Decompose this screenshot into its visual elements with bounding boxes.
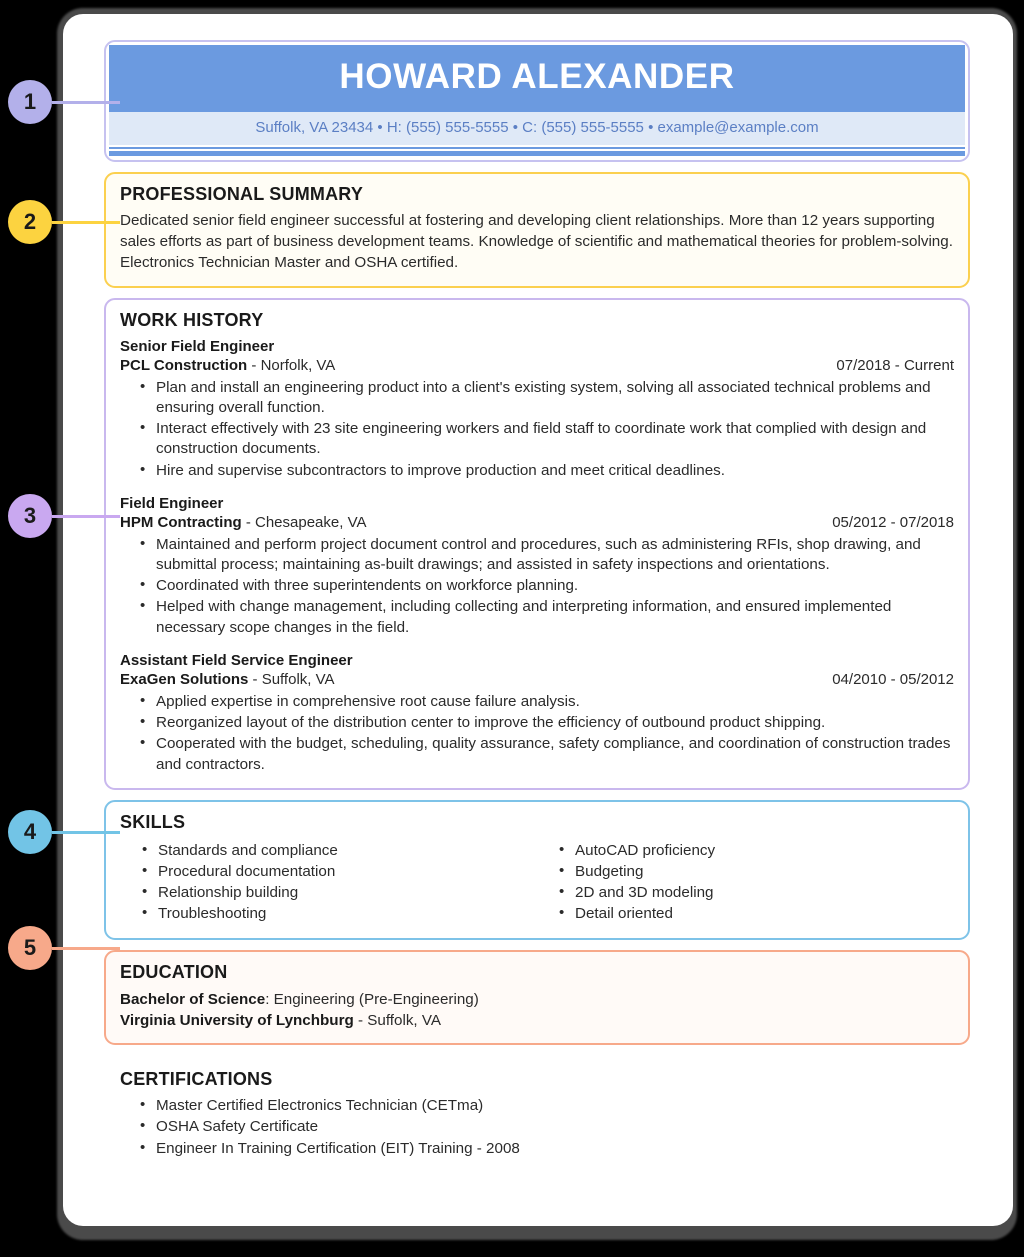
job-bullet: • Applied expertise in comprehensive root cause failure analysis. xyxy=(154,692,954,712)
job-company: ExaGen Solutions xyxy=(120,671,249,689)
job-company: HPM Contracting xyxy=(120,514,242,532)
section-work-history xyxy=(104,298,970,790)
callout-1[interactable] xyxy=(8,80,120,124)
job-employer-line xyxy=(120,670,335,690)
resume-content xyxy=(104,40,970,1172)
skill-item: • AutoCAD proficiency xyxy=(573,841,954,861)
skills-list-left xyxy=(120,841,537,925)
job-title: Senior Field Engineer xyxy=(120,337,275,355)
section-title-work-history: WORK HISTORY xyxy=(120,309,264,330)
job-bullet: • Plan and install an engineering product into a client's existing system, solving all associated technical problems and ensuring overall function. xyxy=(154,378,954,418)
education-degree-detail: : Engineering (Pre-Engineering) xyxy=(265,990,479,1008)
job-location: - Norfolk, VA xyxy=(247,357,336,375)
callout-5[interactable] xyxy=(8,926,120,970)
job-title: Assistant Field Service Engineer xyxy=(120,651,353,669)
job-employer-line xyxy=(120,356,335,376)
job-dates: 04/2010 - 05/2012 xyxy=(832,671,954,689)
section-certifications xyxy=(104,1059,970,1172)
skills-columns xyxy=(120,839,954,926)
skill-item: • 2D and 3D modeling xyxy=(573,883,954,903)
job-bullet: • Reorganized layout of the distribution center to improve the efficiency of outbound product shipping. xyxy=(154,713,954,733)
job-employer-line xyxy=(120,513,366,533)
callout-leader-1 xyxy=(52,101,120,104)
job-company: PCL Construction xyxy=(120,357,248,375)
skill-item: • Procedural documentation xyxy=(156,862,537,882)
section-professional-summary xyxy=(104,172,970,288)
job-meta xyxy=(120,513,954,533)
job-entry xyxy=(120,337,954,481)
skills-list-right xyxy=(537,841,954,925)
section-title-certifications: CERTIFICATIONS xyxy=(120,1069,273,1090)
name-banner xyxy=(109,45,965,112)
job-bullet: • Coordinated with three superintendents on workforce planning. xyxy=(154,576,954,596)
job-bullet: • Interact effectively with 23 site engineering workers and field staff to coordinate work that complied with design and construction documents. xyxy=(154,419,954,459)
education-degree-line xyxy=(120,989,954,1010)
callout-2[interactable] xyxy=(8,200,120,244)
job-bullet: • Maintained and perform project document control and procedures, such as administering RFIs, shop drawing, and submittal process; maintaining as-built drawings; and assisted in safety inspections and orientations. xyxy=(154,535,954,575)
job-title: Field Engineer xyxy=(120,494,224,512)
callout-leader-3 xyxy=(52,515,120,518)
section-title-skills: SKILLS xyxy=(120,811,186,832)
job-meta xyxy=(120,670,954,690)
callout-leader-5 xyxy=(52,947,120,950)
header-rule-thin xyxy=(109,147,965,149)
certification-item: • Engineer In Training Certification (EIT) Training - 2008 xyxy=(154,1139,954,1159)
skill-item: • Troubleshooting xyxy=(156,904,537,924)
skill-item: • Relationship building xyxy=(156,883,537,903)
callout-badge-4[interactable]: 4 xyxy=(8,810,52,854)
skills-column-right xyxy=(537,839,954,926)
education-degree-label: Bachelor of Science xyxy=(120,990,266,1008)
summary-paragraph: Dedicated senior field engineer successful at fostering and developing client relationships. More than 12 years supporting sales efforts as part of business development teams. Knowledge of scientific and mathematical theories for problem-solving. Electronics Technician Master and OSHA certified. xyxy=(120,211,953,271)
section-skills xyxy=(104,800,970,940)
education-school-detail: - Suffolk, VA xyxy=(353,1011,441,1029)
skill-item: • Detail oriented xyxy=(573,904,954,924)
section-title-education: EDUCATION xyxy=(120,961,228,982)
resume-header xyxy=(104,40,970,162)
callout-leader-4 xyxy=(52,831,120,834)
callout-badge-5[interactable]: 5 xyxy=(8,926,52,970)
header-rule-thick xyxy=(109,151,965,156)
certification-item: • Master Certified Electronics Technician (CETma) xyxy=(154,1096,954,1116)
callout-badge-1[interactable]: 1 xyxy=(8,80,52,124)
job-location: - Chesapeake, VA xyxy=(241,514,367,532)
skills-column-left xyxy=(120,839,537,926)
callout-3[interactable] xyxy=(8,494,120,538)
contact-line: Suffolk, VA 23434 • H: (555) 555-5555 • C: (555) 555-5555 • example@example.com xyxy=(109,112,965,145)
certifications-list xyxy=(120,1096,954,1159)
section-education xyxy=(104,950,970,1046)
job-bullet: • Hire and supervise subcontractors to improve production and meet critical deadlines. xyxy=(154,461,954,481)
job-bullets xyxy=(120,378,954,481)
job-dates: 07/2018 - Current xyxy=(836,357,954,375)
education-school-label: Virginia University of Lynchburg xyxy=(120,1011,354,1029)
callout-4[interactable] xyxy=(8,810,120,854)
job-bullet: • Helped with change management, including collecting and interpreting information, and ensured implemented necessary scope changes in the field. xyxy=(154,597,954,637)
callout-badge-3[interactable]: 3 xyxy=(8,494,52,538)
section-title-summary: PROFESSIONAL SUMMARY xyxy=(120,183,364,204)
callout-badge-2[interactable]: 2 xyxy=(8,200,52,244)
job-entry xyxy=(120,494,954,638)
job-bullet: • Cooperated with the budget, scheduling, quality assurance, safety compliance, and coordination of construction trades and contractors. xyxy=(154,734,954,774)
job-bullets xyxy=(120,535,954,638)
skill-item: • Budgeting xyxy=(573,862,954,882)
callout-leader-2 xyxy=(52,221,120,224)
education-school-line xyxy=(120,1010,954,1031)
job-entry xyxy=(120,651,954,775)
job-location: - Suffolk, VA xyxy=(248,671,335,689)
certification-item: • OSHA Safety Certificate xyxy=(154,1117,954,1137)
job-dates: 05/2012 - 07/2018 xyxy=(832,514,954,532)
job-meta xyxy=(120,356,954,376)
skill-item: • Standards and compliance xyxy=(156,841,537,861)
job-bullets xyxy=(120,692,954,775)
candidate-name: HOWARD ALEXANDER xyxy=(339,57,735,96)
